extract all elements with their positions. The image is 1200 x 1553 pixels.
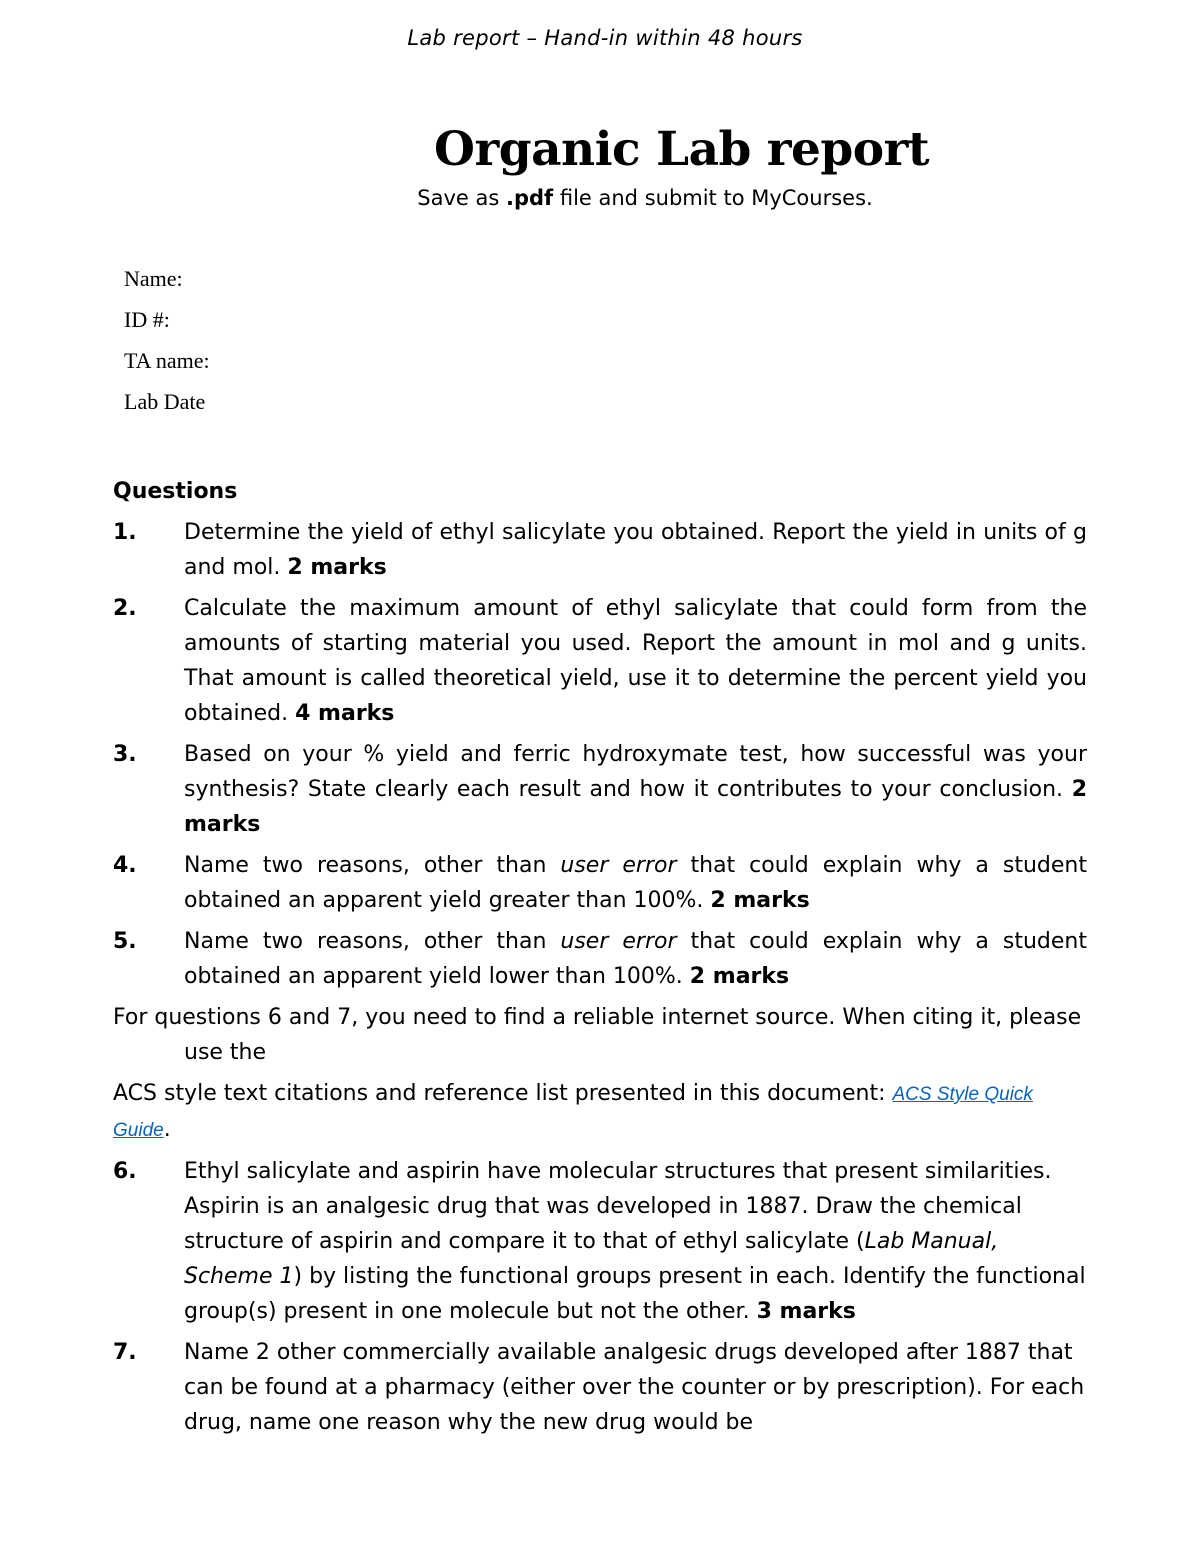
question-text <box>184 1154 1087 1329</box>
question-text: Name 2 other commercially available analgesic drugs developed after 1887 that can be found at a pharmacy (either over the counter or by prescription). For each drug, name one reason why the new drug would be <box>184 1340 1085 1435</box>
questions-section <box>113 474 1087 1446</box>
question-number: 3. <box>113 742 137 767</box>
question-body: Name two reasons, other than <box>184 853 561 878</box>
question-6 <box>113 1154 1087 1329</box>
acs-citation-note <box>113 1076 1087 1148</box>
question-number: 6. <box>113 1159 137 1184</box>
question-body: Name two reasons, other than <box>184 929 561 954</box>
question-4 <box>113 848 1087 918</box>
header-note: Lab report – Hand-in within 48 hours <box>407 26 803 50</box>
question-number: 2. <box>113 596 137 621</box>
subtitle-format: .pdf <box>505 186 554 210</box>
question-text <box>184 515 1087 585</box>
question-marks: 2 marks <box>710 888 810 913</box>
questions-6-7-intro: For questions 6 and 7, you need to find a reliable internet source. When citing it, please use the <box>113 1005 1082 1065</box>
question-body-cont: that could explain why a student obtained an apparent yield greater than 100%. <box>184 853 1087 913</box>
question-text <box>184 924 1087 994</box>
questions-heading: Questions <box>113 479 238 504</box>
question-body-cont: ) by listing the functional groups present in each. Identify the functional group(s) present in one molecule but not the other. <box>184 1264 1086 1324</box>
id-field-label: ID #: <box>124 307 170 332</box>
question-text <box>184 737 1087 842</box>
subtitle-before: Save as <box>417 186 506 210</box>
acs-style-guide-link[interactable]: ACS Style Quick Guide <box>113 1084 1033 1141</box>
subtitle-after: file and submit to MyCourses. <box>553 186 873 210</box>
question-number: 7. <box>113 1340 137 1365</box>
question-7 <box>113 1335 1087 1440</box>
question-marks: 2 marks <box>184 777 1087 837</box>
subtitle <box>0 186 1200 210</box>
question-body: Determine the yield of ethyl salicylate you obtained. Report the yield in units of g and mol. <box>184 520 1087 580</box>
question-number: 1. <box>113 520 137 545</box>
question-marks: 4 marks <box>295 701 395 726</box>
ta-name-field-label: TA name: <box>124 348 210 373</box>
question-body: Based on your % yield and ferric hydroxymate test, how successful was your synthesis? State clearly each result and how it contributes to your conclusion. <box>184 742 1087 802</box>
question-emphasis: Lab Manual, Scheme 1 <box>184 1229 999 1289</box>
question-1 <box>113 515 1087 585</box>
question-text <box>184 848 1087 918</box>
question-3 <box>113 737 1087 842</box>
question-emphasis: user error <box>560 853 677 878</box>
question-number: 4. <box>113 853 137 878</box>
acs-citation-period: . <box>163 1117 171 1142</box>
name-field-label: Name: <box>124 266 183 291</box>
question-marks: 3 marks <box>756 1299 856 1324</box>
question-emphasis: user error <box>560 929 677 954</box>
acs-citation-text: ACS style text citations and reference list presented in this document: <box>113 1081 893 1106</box>
question-body: Calculate the maximum amount of ethyl salicylate that could form from the amounts of starting material you used. Report the amount in mol and g units. That amount is called theoretical yield, use it to determine the percent yield you obtained. <box>184 596 1087 726</box>
question-body-cont: that could explain why a student obtained an apparent yield lower than 100%. <box>184 929 1087 989</box>
page-title: Organic Lab report <box>434 122 930 177</box>
question-2 <box>113 591 1087 731</box>
question-marks: 2 marks <box>287 555 387 580</box>
question-marks: 2 marks <box>689 964 790 989</box>
question-number: 5. <box>113 929 137 954</box>
question-body: Ethyl salicylate and aspirin have molecular structures that present similarities. Aspirin is an analgesic drug that was developed in 1887. Draw the chemical structure of aspirin and compare it to that of ethyl salicylate ( <box>184 1159 1052 1254</box>
question-5 <box>113 924 1087 994</box>
lab-date-field-label: Lab Date <box>124 389 206 414</box>
question-text <box>184 591 1087 731</box>
student-fields <box>124 265 210 429</box>
